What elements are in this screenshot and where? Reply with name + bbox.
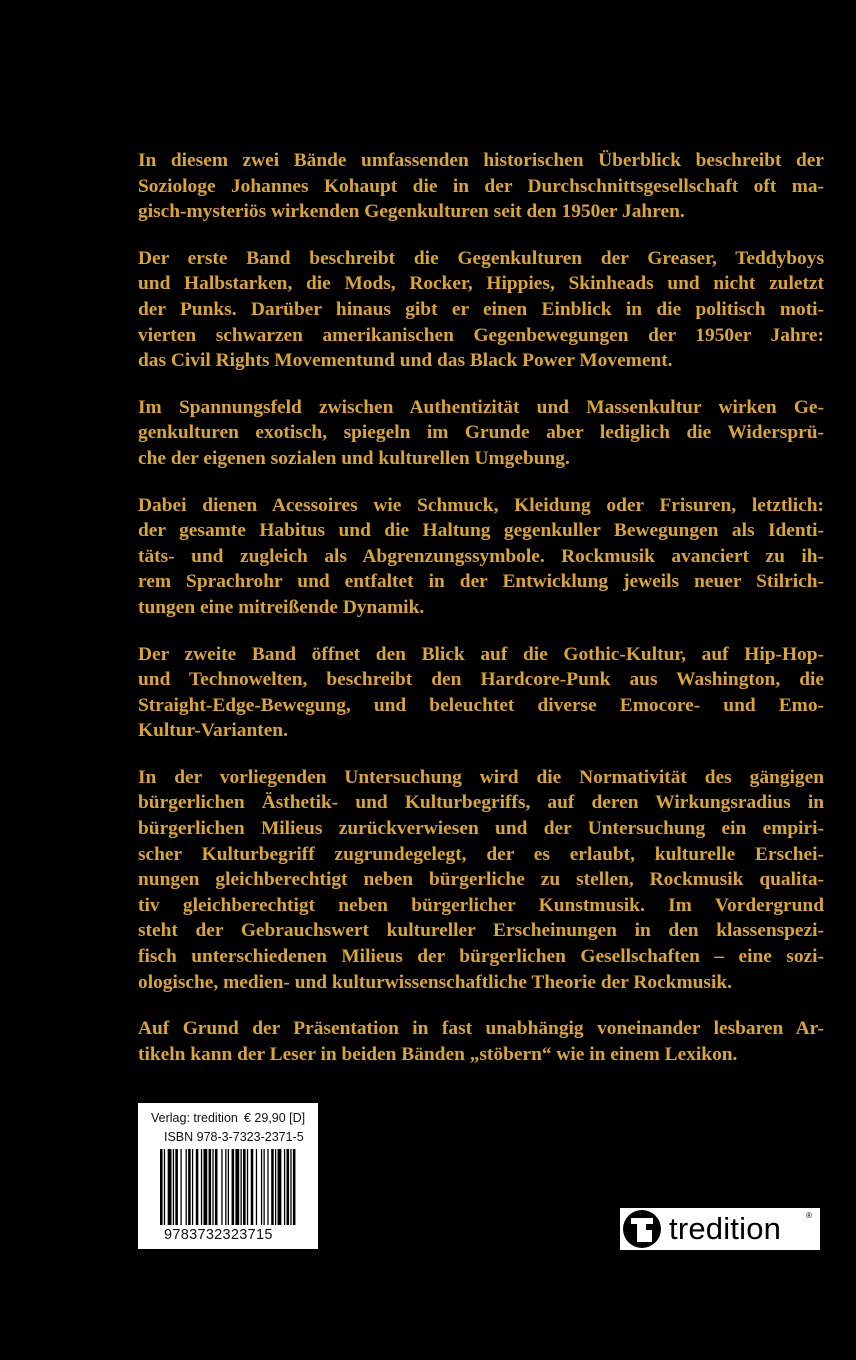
text-line: das Civil Rights Movementund und das Black Power Movement. <box>138 350 673 372</box>
text-line: vierten schwarzen amerikanischen Gegenbewegungen der 1950er Jahre: <box>138 324 824 346</box>
blurb-paragraph <box>138 765 824 995</box>
barcode-bar <box>256 1149 257 1225</box>
barcode-bar <box>261 1149 262 1225</box>
text-line: Soziologe Johannes Kohaupt die in der Durchschnittsgesellschaft oft ma- <box>138 175 824 197</box>
blurb-paragraph <box>138 395 824 472</box>
text-line: der Punks. Darüber hinaus gibt er einen Einblick in die politisch moti- <box>138 298 824 320</box>
text-line: Der erste Band beschreibt die Gegenkulturen der Greaser, Teddyboys <box>138 247 824 269</box>
blurb-paragraph <box>138 1016 824 1067</box>
text-line: gisch-mysteriös wirkenden Gegenkulturen seit den 1950er Jahren. <box>138 201 685 223</box>
logo-wordmark: tredition <box>669 1211 782 1246</box>
barcode-bar <box>173 1149 174 1225</box>
text-line: Kultur-Varianten. <box>138 720 288 742</box>
text-line: rem Sprachrohr und entfaltet in der Entwicklung jeweils neuer Stilrich- <box>138 571 824 593</box>
isbn-text: ISBN 978-3-7323-2371-5 <box>164 1130 304 1144</box>
barcode-bar <box>284 1149 285 1225</box>
barcode-bar <box>243 1149 246 1225</box>
text-line: Der zweite Band öffnet den Blick auf die Gothic-Kultur, auf Hip-Hop- <box>138 643 824 665</box>
barcode-bar <box>160 1149 163 1225</box>
text-line: tiv gleichberechtigt neben bürgerlicher Kunstmusik. Im Vordergrund <box>138 894 824 916</box>
tredition-logo-icon <box>622 1209 662 1249</box>
barcode-bar <box>175 1149 178 1225</box>
barcode-bar <box>264 1149 265 1225</box>
barcode-bars <box>160 1149 298 1225</box>
registered-mark: ® <box>806 1211 812 1220</box>
blurb-paragraph <box>138 148 824 225</box>
barcode-bar <box>251 1149 254 1225</box>
text-line: tungen eine mitreißende Dynamik. <box>138 596 425 618</box>
text-line: In der vorliegenden Untersuchung wird die Normativität des gängigen <box>138 766 824 788</box>
barcode-bar <box>168 1149 172 1225</box>
text-line: scher Kulturbegriff zugrundegelegt, der es erlaubt, kulturelle Erschei- <box>138 843 824 865</box>
barcode-bar <box>203 1149 207 1225</box>
barcode-bar <box>188 1149 191 1225</box>
blurb-text <box>138 148 824 1088</box>
barcode-bar <box>215 1149 218 1225</box>
barcode-label <box>138 1103 318 1249</box>
text-line: der gesamte Habitus und die Haltung gegenkuller Bewegungen als Identi- <box>138 520 824 542</box>
text-line: nungen gleichberechtigt neben bürgerliche zu stellen, Rockmusik qualita- <box>138 869 824 891</box>
barcode-bar <box>196 1149 199 1225</box>
text-line: und Halbstarken, die Mods, Rocker, Hippies, Skinheads und nicht zuletzt <box>138 273 824 295</box>
blurb-paragraph <box>138 642 824 744</box>
text-line: ologische, medien- und kulturwissenschaftliche Theorie der Rockmusik. <box>138 971 732 993</box>
barcode-bar <box>278 1149 282 1225</box>
barcode-digits: 9783732323715 <box>164 1227 273 1243</box>
barcode-bar <box>267 1149 268 1225</box>
barcode-bar <box>186 1149 187 1225</box>
barcode-bar <box>228 1149 229 1225</box>
barcode-bar <box>271 1149 274 1225</box>
barcode-bar <box>290 1149 291 1225</box>
text-line: Auf Grund der Präsentation in fast unabhängig voneinander lesbaren Ar- <box>138 1018 824 1040</box>
barcode-bar <box>212 1149 213 1225</box>
barcode-bar <box>275 1149 276 1225</box>
text-line: täts- und zugleich als Abgrenzungssymbole. Rockmusik avanciert zu ih- <box>138 545 824 567</box>
text-line: steht der Gebrauchswert kultureller Erscheinungen in den klassenspezi- <box>138 920 824 942</box>
text-line: bürgerlichen Milieus zurückverwiesen und der Untersuchung ein empiri- <box>138 818 824 840</box>
blurb-paragraph <box>138 493 824 621</box>
text-line: genkulturen exotisch, spiegeln im Grunde aber lediglich die Widersprü- <box>138 422 824 444</box>
barcode-bar <box>164 1149 165 1225</box>
publisher-text: Verlag: tredition <box>151 1111 238 1125</box>
barcode-bar <box>247 1149 248 1225</box>
barcode-bar <box>221 1149 222 1225</box>
barcode-bar <box>201 1149 202 1225</box>
barcode-bar <box>225 1149 226 1225</box>
publisher-logo <box>620 1208 820 1250</box>
text-line: Straight-Edge-Bewegung, und beleuchtet diverse Emocore- und Emo- <box>138 694 824 716</box>
text-line: und Technowelten, beschreibt den Hardcore-Punk aus Washington, die <box>138 669 824 691</box>
barcode-bar <box>232 1149 235 1225</box>
text-line: Im Spannungsfeld zwischen Authentizität und Massenkultur wirken Ge- <box>138 396 824 418</box>
text-line: bürgerlichen Ästhetik- und Kulturbegriffs, auf deren Wirkungsradius in <box>138 792 824 814</box>
barcode-bar <box>287 1149 290 1225</box>
text-line: Dabei dienen Acessoires wie Schmuck, Kleidung oder Frisuren, letztlich: <box>138 494 824 516</box>
text-line: In diesem zwei Bände umfassenden historischen Überblick beschreibt der <box>138 150 824 171</box>
barcode-bar <box>180 1149 181 1225</box>
blurb-paragraph <box>138 246 824 374</box>
price-text: € 29,90 [D] <box>244 1111 306 1125</box>
barcode-bar <box>192 1149 193 1225</box>
barcode-bar <box>293 1149 296 1225</box>
barcode-bar <box>209 1149 212 1225</box>
barcode-bar <box>241 1149 242 1225</box>
text-line: fisch unterschiedenen Milieus der bürgerlichen Gesellschaften – eine sozi- <box>138 946 824 968</box>
text-line: che der eigenen sozialen und kulturellen Umgebung. <box>138 447 570 469</box>
text-line: tikeln kann der Leser in beiden Bänden „stöbern“ wie in einem Lexikon. <box>138 1043 738 1065</box>
barcode-bar <box>235 1149 239 1225</box>
